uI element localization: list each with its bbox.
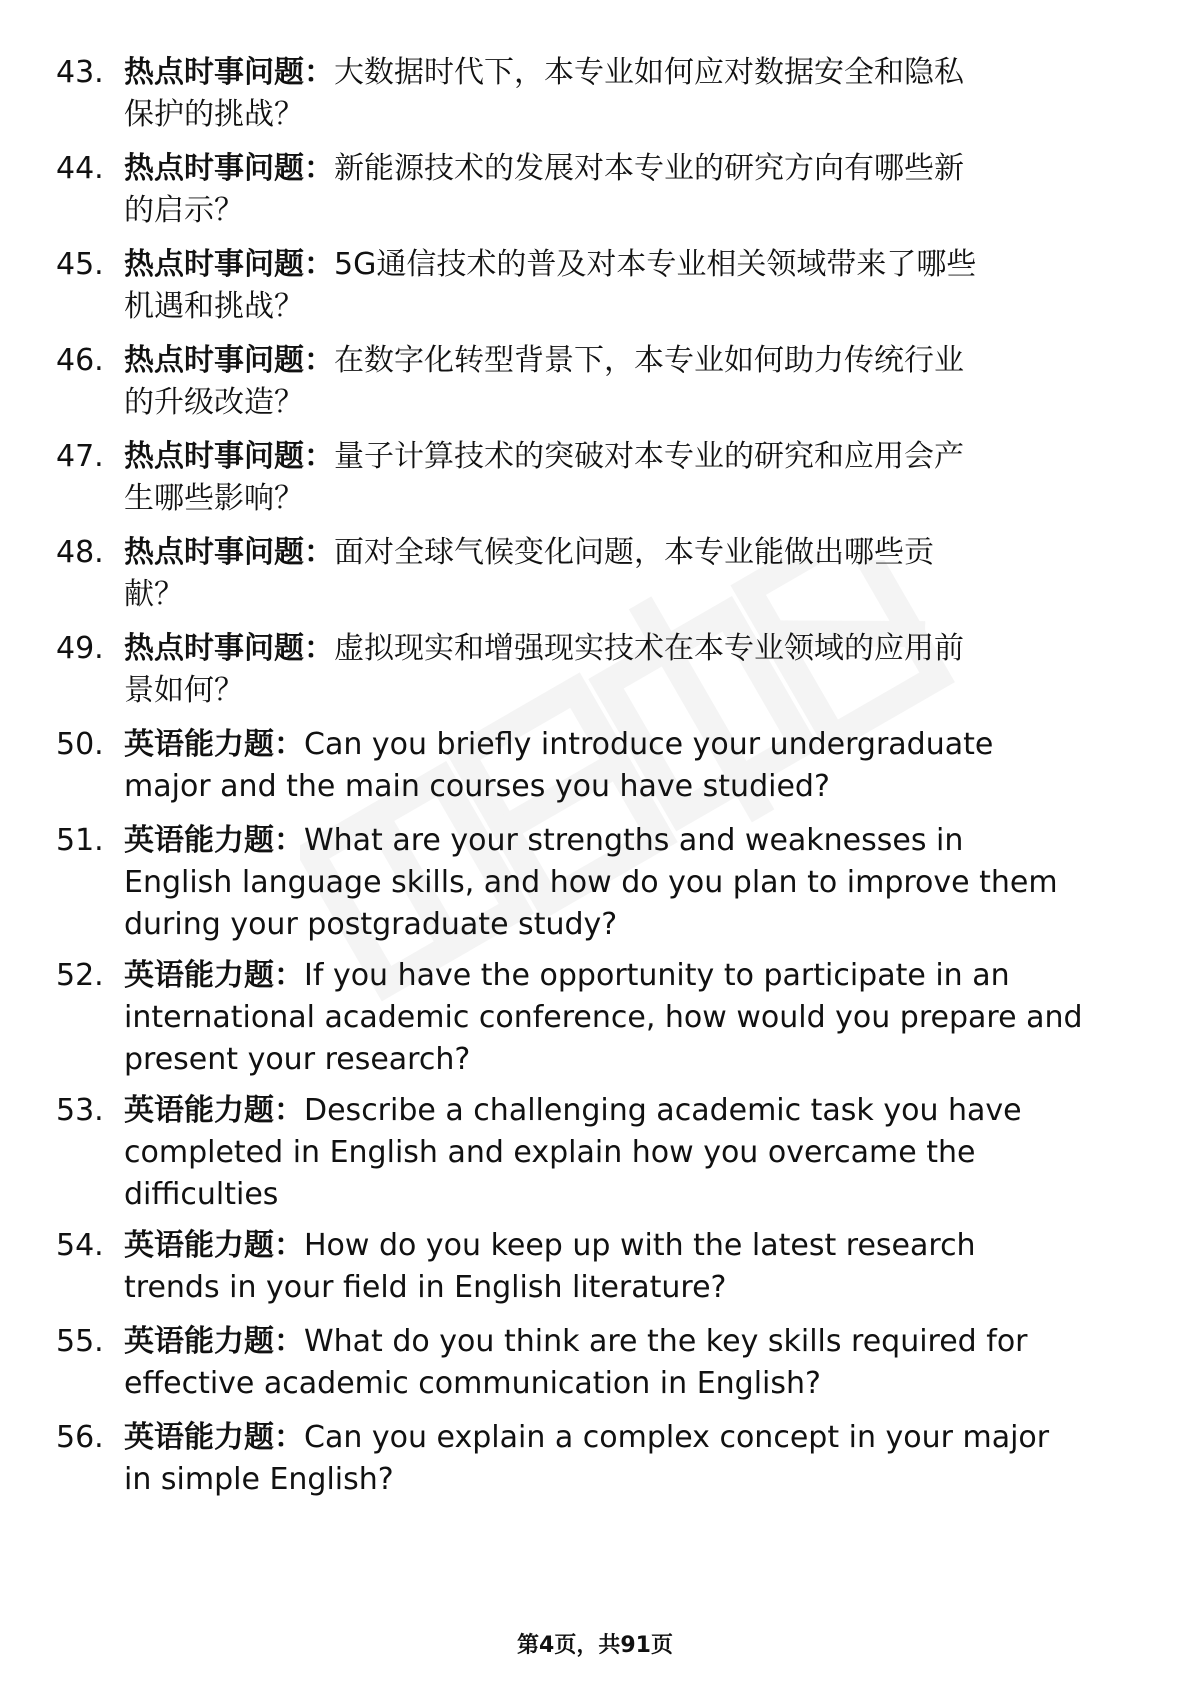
question-category: 英语能力题： — [124, 1420, 304, 1455]
question-line-text: Can you briefly introduce your undergraduate — [304, 727, 994, 762]
question-text — [124, 244, 1124, 328]
question-number: 53. — [56, 1093, 104, 1128]
question-line-text: English language skills, and how do you plan to improve them — [124, 865, 1058, 900]
question-line — [124, 1090, 1124, 1132]
question-line — [124, 94, 1124, 136]
question-number: 43. — [56, 55, 104, 90]
question-line-text: Describe a challenging academic task you have — [304, 1093, 1022, 1128]
question-line-text: What are your strengths and weaknesses in — [304, 823, 964, 858]
question-text — [124, 1090, 1124, 1216]
question-category: 英语能力题： — [124, 1324, 304, 1359]
question-line-text: 献？ — [124, 577, 184, 612]
question-text — [124, 724, 1124, 808]
question-line — [124, 904, 1124, 946]
question-line-text: 5G通信技术的普及对本专业相关领域带来了哪些 — [334, 247, 977, 282]
question-line — [124, 1225, 1124, 1267]
question-line-text: 量子计算技术的突破对本专业的研究和应用会产 — [334, 439, 964, 474]
question-line — [124, 955, 1124, 997]
page-footer: 第4页，共91页 — [517, 1633, 673, 1658]
question-number: 55. — [56, 1324, 104, 1359]
question-line — [124, 1039, 1124, 1081]
question-number: 51. — [56, 823, 104, 858]
question-category: 热点时事问题： — [124, 55, 334, 90]
question-category: 热点时事问题： — [124, 343, 334, 378]
question-line-text: completed in English and explain how you overcame the — [124, 1135, 976, 1170]
question-number: 52. — [56, 958, 104, 993]
question-number: 56. — [56, 1420, 104, 1455]
question-line-text: 大数据时代下，本专业如何应对数据安全和隐私 — [334, 55, 964, 90]
question-line-text: 的升级改造？ — [124, 385, 304, 420]
question-text — [124, 532, 1124, 616]
question-line-text: 生哪些影响？ — [124, 481, 304, 516]
question-number: 54. — [56, 1228, 104, 1263]
question-text — [124, 1225, 1124, 1309]
question-line-text: effective academic communication in English? — [124, 1366, 821, 1401]
question-line-text: How do you keep up with the latest research — [304, 1228, 976, 1263]
question-number: 48. — [56, 535, 104, 570]
question-line — [124, 862, 1124, 904]
question-line — [124, 766, 1124, 808]
question-line-text: 面对全球气候变化问题，本专业能做出哪些贡 — [334, 535, 934, 570]
question-line-text: during your postgraduate study? — [124, 907, 618, 942]
question-line — [124, 340, 1124, 382]
question-line — [124, 1132, 1124, 1174]
question-line — [124, 628, 1124, 670]
question-line-text: difficulties — [124, 1177, 279, 1212]
question-line-text: 景如何？ — [124, 673, 244, 708]
question-line-text: major and the main courses you have studied? — [124, 769, 830, 804]
question-number: 45. — [56, 247, 104, 282]
question-line-text: 新能源技术的发展对本专业的研究方向有哪些新 — [334, 151, 964, 186]
question-text — [124, 340, 1124, 424]
question-category: 英语能力题： — [124, 958, 304, 993]
question-line — [124, 997, 1124, 1039]
question-number: 44. — [56, 151, 104, 186]
question-line — [124, 1174, 1124, 1216]
question-line-text: 在数字化转型背景下，本专业如何助力传统行业 — [334, 343, 964, 378]
question-line — [124, 52, 1124, 94]
question-line-text: Can you explain a complex concept in your major — [304, 1420, 1050, 1455]
question-category: 热点时事问题： — [124, 151, 334, 186]
question-number: 46. — [56, 343, 104, 378]
question-text — [124, 148, 1124, 232]
question-category: 热点时事问题： — [124, 631, 334, 666]
question-line — [124, 1459, 1124, 1501]
question-line — [124, 574, 1124, 616]
question-line — [124, 148, 1124, 190]
question-line-text: in simple English? — [124, 1462, 394, 1497]
question-line-text: 虚拟现实和增强现实技术在本专业领域的应用前 — [334, 631, 964, 666]
question-line — [124, 670, 1124, 712]
question-line — [124, 1417, 1124, 1459]
question-line — [124, 724, 1124, 766]
question-line — [124, 1363, 1124, 1405]
question-text — [124, 820, 1124, 946]
question-line — [124, 1321, 1124, 1363]
question-category: 热点时事问题： — [124, 247, 334, 282]
question-line-text: trends in your field in English literature? — [124, 1270, 727, 1305]
question-line-text: present your research? — [124, 1042, 471, 1077]
question-line-text: 的启示？ — [124, 193, 244, 228]
question-line — [124, 478, 1124, 520]
question-text — [124, 628, 1124, 712]
question-text — [124, 436, 1124, 520]
question-category: 英语能力题： — [124, 1228, 304, 1263]
question-line — [124, 286, 1124, 328]
question-line-text: 机遇和挑战？ — [124, 289, 304, 324]
question-text — [124, 1321, 1124, 1405]
question-category: 英语能力题： — [124, 1093, 304, 1128]
question-line — [124, 382, 1124, 424]
question-category: 热点时事问题： — [124, 535, 334, 570]
question-line-text: international academic conference, how would you prepare and — [124, 1000, 1083, 1035]
question-text — [124, 955, 1124, 1081]
question-line-text: What do you think are the key skills required for — [304, 1324, 1028, 1359]
question-text — [124, 1417, 1124, 1501]
question-line — [124, 820, 1124, 862]
question-number: 47. — [56, 439, 104, 474]
question-category: 热点时事问题： — [124, 439, 334, 474]
question-line — [124, 532, 1124, 574]
question-line-text: If you have the opportunity to participate in an — [304, 958, 1010, 993]
question-line — [124, 436, 1124, 478]
question-number: 49. — [56, 631, 104, 666]
question-category: 英语能力题： — [124, 823, 304, 858]
question-line — [124, 244, 1124, 286]
question-line-text: 保护的挑战？ — [124, 97, 304, 132]
question-line — [124, 1267, 1124, 1309]
question-text — [124, 52, 1124, 136]
question-number: 50. — [56, 727, 104, 762]
question-line — [124, 190, 1124, 232]
question-category: 英语能力题： — [124, 727, 304, 762]
